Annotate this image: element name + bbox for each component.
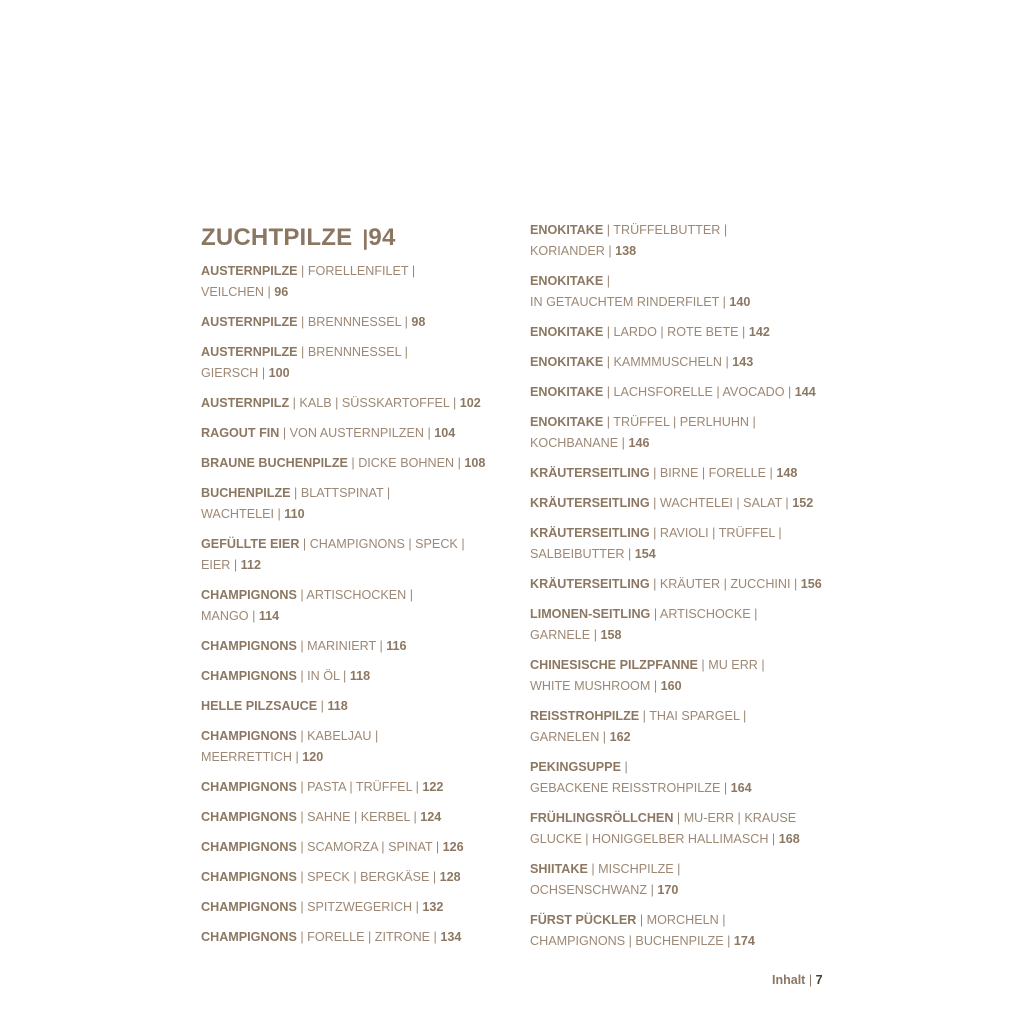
toc-entry-title: CHAMPIGNONS	[201, 900, 297, 914]
toc-entry-title: AUSTERNPILZE	[201, 345, 298, 359]
toc-entry-line	[530, 433, 756, 454]
footer-page-number: 7	[815, 973, 823, 987]
toc-entry-detail: WACHTELEI |	[201, 507, 285, 521]
toc-entry-line	[530, 463, 797, 484]
toc-entry	[530, 859, 680, 901]
toc-entry-page: 120	[302, 750, 324, 764]
toc-entry-detail: MANGO |	[201, 609, 259, 623]
toc-entry-line	[201, 504, 390, 525]
toc-entry	[201, 807, 441, 828]
toc-entry-line	[201, 807, 441, 828]
toc-entry-title: RAGOUT FIN	[201, 426, 280, 440]
toc-entry	[201, 393, 481, 414]
toc-entry-page: 174	[733, 934, 755, 948]
toc-entry-detail: | TRÜFFELBUTTER |	[603, 223, 728, 237]
toc-entry-line	[201, 453, 485, 474]
toc-entry-line	[201, 363, 408, 384]
toc-entry-line	[530, 778, 752, 799]
toc-entry-detail: | KALB | SÜSSKARTOFFEL |	[289, 396, 460, 410]
toc-entry-line	[530, 604, 757, 625]
toc-entry-line	[530, 676, 765, 697]
toc-entry-detail: | PASTA | TRÜFFEL |	[296, 780, 423, 794]
toc-entry	[530, 412, 756, 454]
toc-entry	[530, 706, 746, 748]
toc-entry-line	[201, 636, 407, 657]
toc-entry-page: 112	[240, 558, 261, 572]
toc-entry-line	[201, 696, 348, 717]
toc-entry	[201, 261, 415, 303]
toc-entry-detail: | FORELLENFILET |	[297, 264, 416, 278]
toc-entry-line	[201, 534, 465, 555]
toc-entry-line	[201, 483, 390, 504]
toc-entry	[201, 342, 408, 384]
toc-entry-title: LIMONEN-SEITLING	[530, 607, 651, 621]
toc-entry-line	[201, 897, 443, 918]
toc-entry	[530, 574, 822, 595]
toc-entry-line	[530, 931, 755, 952]
toc-entry	[201, 726, 378, 768]
toc-entry-title: CHAMPIGNONS	[201, 840, 297, 854]
toc-entry-title: CHAMPIGNONS	[201, 729, 297, 743]
toc-entry-title: BUCHENPILZE	[201, 486, 291, 500]
page-footer	[772, 973, 823, 987]
toc-entry-line	[201, 726, 378, 747]
toc-entry-page: 116	[386, 639, 407, 653]
toc-entry-detail: IN GETAUCHTEM RINDERFILET |	[530, 295, 730, 309]
toc-entry-page: 126	[442, 840, 464, 854]
toc-entry-page: 122	[422, 780, 444, 794]
toc-entry-title: KRÄUTERSEITLING	[530, 526, 650, 540]
toc-entry-detail: | LARDO | ROTE BETE |	[603, 325, 749, 339]
toc-entry-detail: | SPECK | BERGKÄSE |	[296, 870, 440, 884]
toc-entry-detail: | THAI SPARGEL |	[639, 709, 747, 723]
toc-entry-line	[530, 706, 746, 727]
toc-entry-line	[530, 292, 750, 313]
toc-entry	[201, 483, 390, 525]
toc-entry-page: 164	[730, 781, 752, 795]
toc-entry-line	[530, 757, 752, 778]
toc-entry-detail: | MISCHPILZE |	[587, 862, 681, 876]
toc-entry-title: KRÄUTERSEITLING	[530, 496, 650, 510]
toc-entry-title: CHAMPIGNONS	[201, 780, 297, 794]
toc-entry	[201, 453, 485, 474]
toc-entry-line	[201, 837, 464, 858]
toc-entry-page: 140	[729, 295, 751, 309]
toc-entry-detail: | ARTISCHOCKE |	[650, 607, 758, 621]
section-title-separator: |	[362, 227, 369, 250]
toc-entry-line	[530, 880, 680, 901]
toc-entry-line	[530, 544, 782, 565]
toc-entry-detail: | KABELJAU |	[296, 729, 379, 743]
toc-entry-line	[201, 606, 413, 627]
toc-entry-title: AUSTERNPILZE	[201, 315, 298, 329]
toc-entry-title: CHINESISCHE PILZPFANNE	[530, 658, 698, 672]
section-title	[201, 224, 396, 252]
toc-entry-detail: KOCHBANANE |	[530, 436, 629, 450]
toc-entry-line	[530, 352, 753, 373]
toc-entry-page: 108	[464, 456, 486, 470]
toc-entry-line	[201, 747, 378, 768]
toc-entry	[201, 312, 425, 333]
toc-entry-detail: GEBACKENE REISSTROHPILZE |	[530, 781, 731, 795]
toc-entry-detail: | WACHTELEI | SALAT |	[649, 496, 793, 510]
toc-entry	[530, 604, 757, 646]
toc-entry-detail: | BIRNE | FORELLE |	[649, 466, 777, 480]
toc-entry-page: 132	[422, 900, 444, 914]
toc-entry-page: 100	[268, 366, 290, 380]
toc-entry-line	[201, 585, 413, 606]
toc-entry-title: FÜRST PÜCKLER	[530, 913, 637, 927]
toc-entry	[201, 636, 407, 657]
toc-entry-page: 168	[778, 832, 800, 846]
toc-entry-detail: OCHSENSCHWANZ |	[530, 883, 658, 897]
toc-entry-detail: | MU-ERR | KRAUSE	[673, 811, 797, 825]
toc-entry-line	[530, 655, 765, 676]
toc-entry-page: 156	[800, 577, 822, 591]
toc-entry	[530, 463, 797, 484]
toc-entry-title: SHIITAKE	[530, 862, 588, 876]
toc-entry	[201, 777, 443, 798]
toc-entry	[530, 220, 727, 262]
footer-separator: |	[808, 973, 813, 987]
toc-entry-detail: SALBEIBUTTER |	[530, 547, 635, 561]
toc-entry-detail: | KRÄUTER | ZUCCHINI |	[649, 577, 801, 591]
toc-entry-detail: | KAMMMUSCHELN |	[603, 355, 733, 369]
toc-entry-detail: EIER |	[201, 558, 241, 572]
toc-entry	[530, 808, 800, 850]
toc-entry-line	[201, 261, 415, 282]
toc-entry	[201, 867, 461, 888]
toc-entry-detail: | IN ÖL |	[296, 669, 350, 683]
toc-entry-line	[201, 666, 370, 687]
toc-entry-title: BRAUNE BUCHENPILZE	[201, 456, 348, 470]
toc-entry-page: 170	[657, 883, 679, 897]
toc-entry	[530, 655, 765, 697]
toc-entry	[201, 585, 413, 627]
toc-entry-page: 102	[459, 396, 481, 410]
toc-entry-detail: | SAHNE | KERBEL |	[296, 810, 421, 824]
toc-entry	[530, 352, 753, 373]
toc-entry-detail: | BRENNNESSEL |	[297, 345, 408, 359]
toc-entry-page: 144	[794, 385, 816, 399]
toc-entry-line	[530, 241, 727, 262]
toc-entry-page: 96	[274, 285, 289, 299]
toc-entry-title: ENOKITAKE	[530, 415, 604, 429]
toc-entry-page: 110	[284, 507, 305, 521]
toc-entry-page: 160	[660, 679, 682, 693]
toc-entry-page: 162	[609, 730, 631, 744]
toc-entry-detail: | BLATTSPINAT |	[290, 486, 391, 500]
toc-entry-title: AUSTERNPILZE	[201, 264, 298, 278]
toc-entry-title: CHAMPIGNONS	[201, 870, 297, 884]
toc-entry-line	[201, 555, 465, 576]
toc-entry-line	[530, 322, 770, 343]
toc-entry-detail: VEILCHEN |	[201, 285, 275, 299]
toc-entry-title: HELLE PILZSAUCE	[201, 699, 318, 713]
toc-entry-detail: MEERRETTICH |	[201, 750, 303, 764]
toc-entry-line	[201, 777, 443, 798]
toc-entry-page: 143	[732, 355, 754, 369]
toc-entry-detail: | SPITZWEGERICH |	[296, 900, 423, 914]
toc-entry	[201, 666, 370, 687]
toc-entry	[201, 423, 455, 444]
toc-entry-line	[201, 927, 461, 948]
toc-entry-line	[530, 523, 782, 544]
toc-entry-title: KRÄUTERSEITLING	[530, 466, 650, 480]
toc-entry-detail: | MARINIERT |	[296, 639, 387, 653]
toc-entry-page: 138	[615, 244, 637, 258]
toc-entry-page: 118	[349, 669, 371, 683]
toc-entry-page: 154	[634, 547, 656, 561]
toc-entry-title: CHAMPIGNONS	[201, 810, 297, 824]
toc-entry-detail: | CHAMPIGNONS | SPECK |	[299, 537, 465, 551]
toc-entry-page: 124	[420, 810, 442, 824]
toc-entry-title: ENOKITAKE	[530, 274, 604, 288]
toc-entry	[201, 534, 465, 576]
toc-entry-detail: |	[317, 699, 328, 713]
toc-entry-detail: | MU ERR |	[697, 658, 765, 672]
toc-entry-title: ENOKITAKE	[530, 355, 604, 369]
toc-entry	[201, 927, 461, 948]
toc-entry-title: KRÄUTERSEITLING	[530, 577, 650, 591]
toc-entry-page: 104	[434, 426, 456, 440]
toc-entry-page: 118	[327, 699, 348, 713]
toc-entry-line	[201, 423, 455, 444]
toc-entry-line	[201, 867, 461, 888]
toc-entry-line	[201, 393, 481, 414]
toc-entry-title: ENOKITAKE	[530, 223, 604, 237]
toc-entry-page: 152	[792, 496, 814, 510]
toc-entry-title: FRÜHLINGSRÖLLCHEN	[530, 811, 674, 825]
toc-entry-detail: GARNELEN |	[530, 730, 610, 744]
toc-entry-line	[530, 625, 757, 646]
toc-entry-page: 142	[748, 325, 770, 339]
toc-entry-title: REISSTROHPILZE	[530, 709, 640, 723]
toc-entry	[201, 897, 443, 918]
toc-entry-detail: GARNELE |	[530, 628, 601, 642]
toc-entry-line	[530, 412, 756, 433]
toc-entry-detail: |	[603, 274, 611, 288]
toc-entry-title: CHAMPIGNONS	[201, 669, 297, 683]
toc-entry-line	[530, 271, 750, 292]
toc-entry-title: AUSTERNPILZ	[201, 396, 290, 410]
toc-entry-detail: |	[620, 760, 628, 774]
toc-entry-line	[201, 342, 408, 363]
section-title-page: 94	[368, 224, 396, 251]
section-title-text: ZUCHTPILZE	[201, 224, 353, 251]
toc-entry-page: 98	[411, 315, 426, 329]
toc-entry-detail: GIERSCH |	[201, 366, 269, 380]
toc-entry	[530, 271, 750, 313]
toc-entry-page: 158	[600, 628, 622, 642]
toc-entry-line	[530, 220, 727, 241]
toc-entry	[201, 837, 464, 858]
toc-entry-title: CHAMPIGNONS	[201, 930, 297, 944]
toc-entry-title: CHAMPIGNONS	[201, 588, 297, 602]
toc-entry-detail: KORIANDER |	[530, 244, 616, 258]
toc-entry-page: 114	[258, 609, 280, 623]
toc-entry-detail: GLUCKE | HONIGGELBER HALLIMASCH |	[530, 832, 779, 846]
toc-entry-detail: | FORELLE | ZITRONE |	[296, 930, 441, 944]
toc-entry-page: 134	[440, 930, 462, 944]
toc-entry-title: CHAMPIGNONS	[201, 639, 297, 653]
toc-entry-line	[530, 493, 813, 514]
toc-entry-detail: | BRENNNESSEL |	[297, 315, 412, 329]
toc-entry-line	[201, 312, 425, 333]
toc-entry-detail: | ARTISCHOCKEN |	[296, 588, 414, 602]
toc-entry-detail: CHAMPIGNONS | BUCHENPILZE |	[530, 934, 734, 948]
toc-entry-line	[530, 859, 680, 880]
toc-entry-title: ENOKITAKE	[530, 385, 604, 399]
toc-entry-page: 148	[776, 466, 798, 480]
toc-entry-detail: | DICKE BOHNEN |	[347, 456, 465, 470]
toc-entry-line	[201, 282, 415, 303]
toc-entry	[530, 382, 816, 403]
toc-entry-line	[530, 808, 800, 829]
toc-entry-title: PEKINGSUPPE	[530, 760, 621, 774]
toc-entry-detail: | LACHSFORELLE | AVOCADO |	[603, 385, 795, 399]
toc-entry-title: ENOKITAKE	[530, 325, 604, 339]
toc-entry	[530, 523, 782, 565]
toc-entry-page: 128	[439, 870, 461, 884]
footer-label: Inhalt	[772, 973, 806, 987]
toc-entry-line	[530, 574, 822, 595]
toc-entry	[530, 322, 770, 343]
toc-entry-detail: | VON AUSTERNPILZEN |	[279, 426, 435, 440]
toc-entry	[201, 696, 348, 717]
toc-entry-line	[530, 727, 746, 748]
toc-entry	[530, 910, 755, 952]
toc-entry-page: 146	[628, 436, 650, 450]
toc-entry-line	[530, 382, 816, 403]
toc-entry	[530, 757, 752, 799]
toc-entry-detail: | SCAMORZA | SPINAT |	[296, 840, 443, 854]
toc-entry-line	[530, 829, 800, 850]
toc-entry-title: GEFÜLLTE EIER	[201, 537, 300, 551]
toc-entry-detail: WHITE MUSHROOM |	[530, 679, 661, 693]
toc-entry-line	[530, 910, 755, 931]
toc-entry-detail: | TRÜFFEL | PERLHUHN |	[603, 415, 756, 429]
toc-entry	[530, 493, 813, 514]
toc-entry-detail: | RAVIOLI | TRÜFFEL |	[649, 526, 782, 540]
toc-entry-detail: | MORCHELN |	[636, 913, 726, 927]
